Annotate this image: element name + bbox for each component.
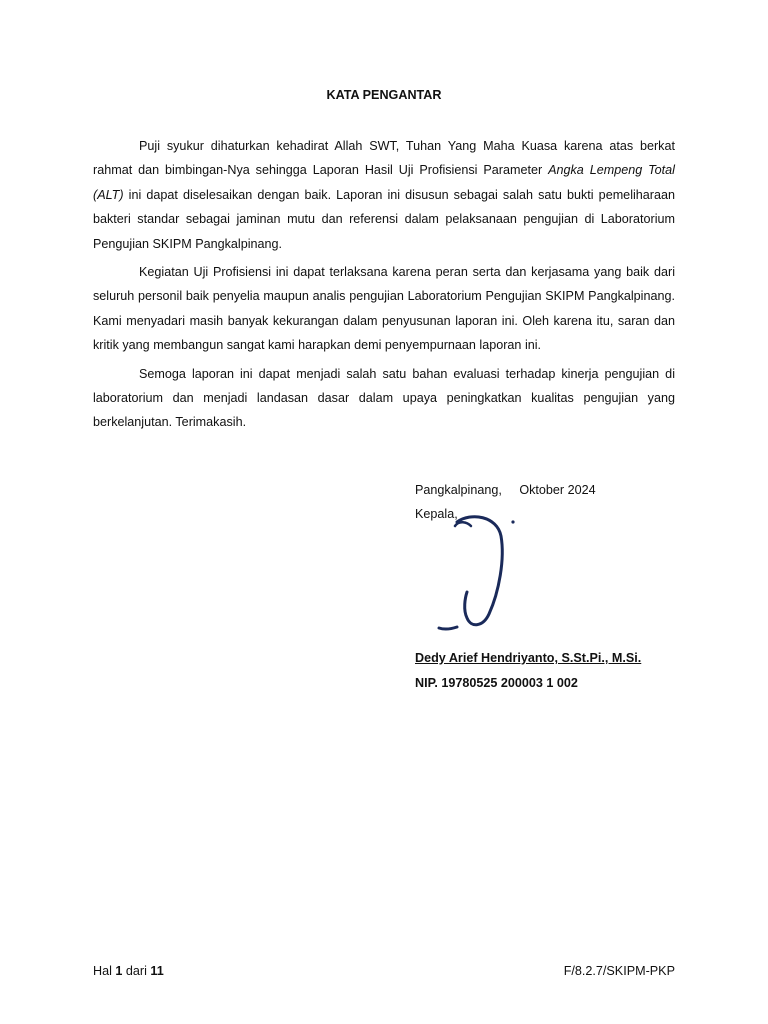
paragraph-1 [93, 134, 675, 256]
paragraph-1-start: Puji syukur dihaturkan kehadirat Allah SWT, Tuhan Yang Maha Kuasa karena atas berkat rahmat dan bimbingan-Nya sehingga Laporan Hasil Uji Profisiensi Parameter [93, 139, 675, 178]
page-middle: dari [122, 964, 151, 978]
signature-stroke-base [439, 627, 457, 629]
paragraph-2: Kegiatan Uji Profisiensi ini dapat terlaksana karena peran serta dan kerjasama yang baik dari seluruh personil baik penyelia maupun analis pengujian Laboratorium Pengujian SKIPM Pangkalpinang. Kami menyadari masih banyak kekurangan dalam penyusunan laporan ini. Oleh karena itu, saran dan kritik yang membangun sangat kami harapkan demi penyempurnaan laporan ini. [93, 265, 675, 353]
page-total: 11 [150, 964, 164, 978]
signature-block [415, 478, 715, 690]
body-text [93, 134, 675, 439]
page-number [93, 964, 164, 978]
signature-dot [511, 520, 514, 523]
page-current: 1 [115, 964, 123, 978]
paragraph-3: Semoga laporan ini dapat menjadi salah satu bahan evaluasi terhadap kinerja pengujian di laboratorium dan menjadi landasan dasar dalam upaya peningkatkan kualitas pengujian yang berkelanjutan. Terimakasih. [93, 366, 675, 430]
page-title: KATA PENGANTAR [326, 88, 442, 102]
signature-stroke-hook [455, 522, 471, 526]
signatory-nip: NIP. 19780525 200003 1 002 [415, 676, 578, 690]
handwritten-signature [431, 514, 541, 639]
page-prefix: Hal [93, 964, 116, 978]
signatory-role: Kepala, [415, 507, 458, 521]
place-date: Pangkalpinang, Oktober 2024 [415, 483, 596, 497]
signatory-name: Dedy Arief Hendriyanto, S.St.Pi., M.Si. [415, 651, 642, 665]
paragraph-1-end: ini dapat diselesaikan dengan baik. Laporan ini disusun sebagai salah satu bukti pemeliharaan bakteri standar sebagai jaminan mutu dan referensi dalam pelaksanaan pengujian di Laboratorium Pengujian SKIPM Pangkalpinang. [93, 187, 675, 251]
form-code: F/8.2.7/SKIPM-PKP [563, 964, 675, 978]
paragraph-1-emphasis: Angka Lempeng Total (ALT) [93, 163, 675, 202]
signature-stroke-main [457, 517, 502, 625]
